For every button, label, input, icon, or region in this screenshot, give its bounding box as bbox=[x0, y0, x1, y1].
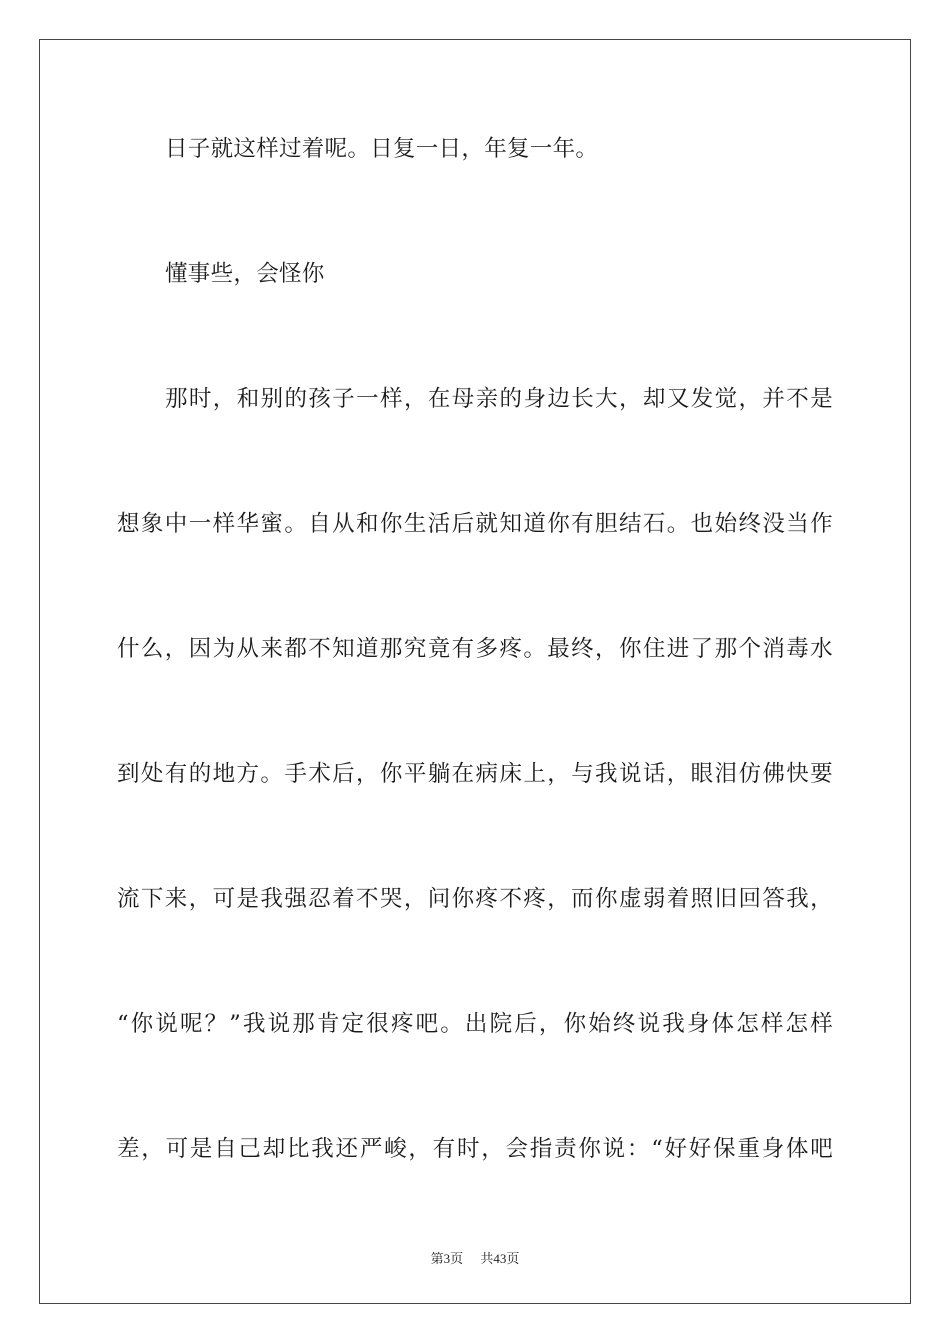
page-number: 第3页 bbox=[430, 1251, 464, 1266]
paragraph-line-3: 那时，和别的孩子一样，在母亲的身边长大，却又发觉，并不是 bbox=[165, 386, 833, 412]
paragraph-line-1: 日子就这样过着呢。日复一日，年复一年。 bbox=[165, 136, 599, 162]
paragraph-line-7: 流下来，可是我强忍着不哭，问你疼不疼，而你虚弱着照旧回答我， bbox=[117, 886, 833, 912]
page-total: 共43页 bbox=[480, 1251, 520, 1266]
paragraph-line-4: 想象中一样华蜜。自从和你生活后就知道你有胆结石。也始终没当作 bbox=[117, 511, 833, 537]
paragraph-line-8: “你说呢？”我说那肯定很疼吧。出院后，你始终说我身体怎样怎样 bbox=[117, 1011, 833, 1037]
page-border bbox=[39, 39, 911, 1304]
paragraph-line-6: 到处有的地方。手术后，你平躺在病床上，与我说话，眼泪仿佛快要 bbox=[117, 761, 833, 787]
section-heading: 懂事些，会怪你 bbox=[165, 261, 325, 287]
paragraph-line-5: 什么，因为从来都不知道那究竟有多疼。最终，你住进了那个消毒水 bbox=[117, 636, 833, 662]
page-footer bbox=[0, 1248, 950, 1267]
paragraph-line-9: 差，可是自己却比我还严峻，有时，会指责你说：“好好保重身体吧 bbox=[117, 1136, 833, 1162]
